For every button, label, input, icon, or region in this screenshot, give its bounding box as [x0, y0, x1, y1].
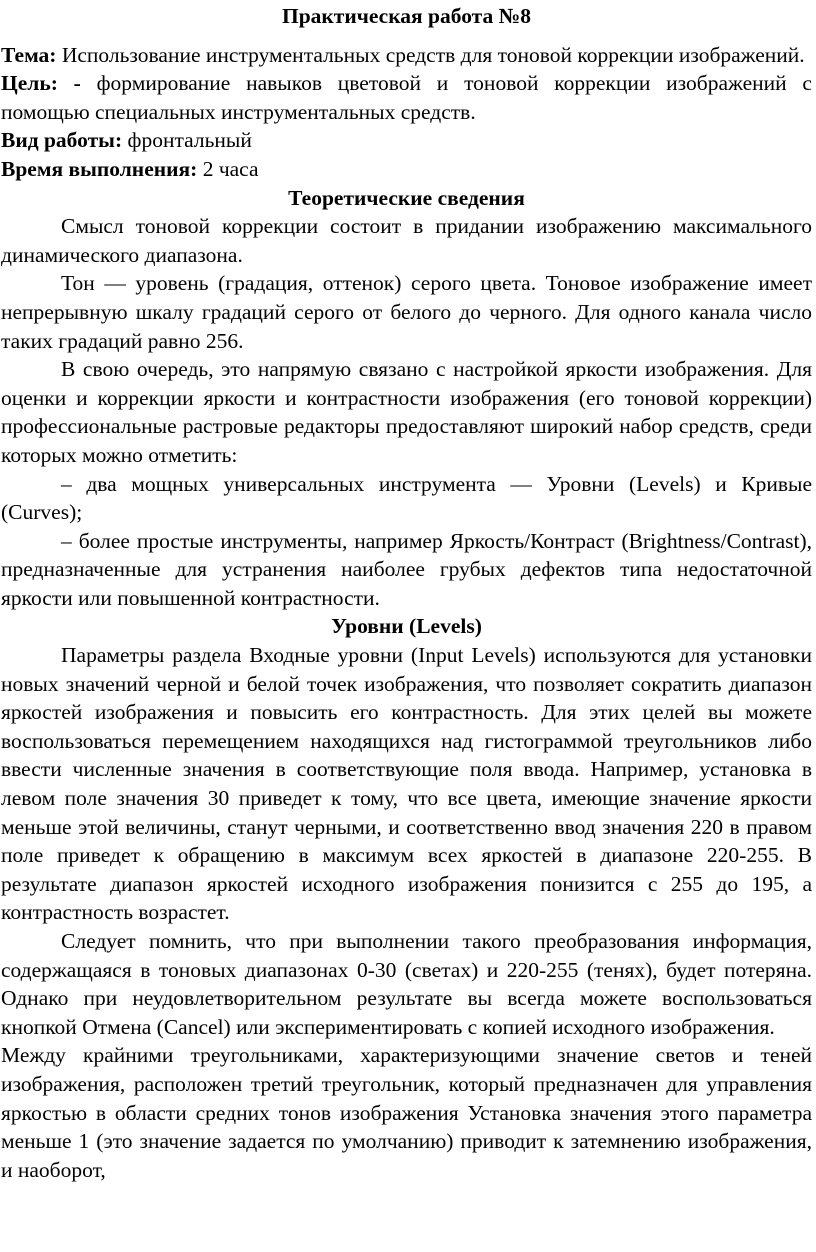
document-title: Практическая работа №8 [281, 4, 531, 28]
theory-paragraph: В свою очередь, это напрямую связано с настройкой яркости изображения. Для оценки и коррекции яркости и контрастности изображения (его тоновой коррекции) профессиональные растровые редакторы предоставляют широкий набор средств, среди которых можно отметить: [1, 357, 812, 467]
work-type-line [1, 126, 812, 155]
goal-line [1, 69, 812, 126]
list-item: – два мощных универсальных инструмента — Уровни (Levels) и Кривые (Curves); [1, 471, 812, 525]
goal-text: формирование навыков цветовой и тоновой коррекции изображений с помощью специальных инструментальных средств. [1, 71, 812, 124]
levels-heading: Уровни (Levels) [331, 614, 482, 639]
duration-line [1, 155, 812, 184]
topic-text: Использование инструментальных средств для тоновой коррекции изображений. [56, 42, 805, 67]
theory-heading: Теоретические сведения [288, 185, 525, 210]
work-type-text: фронтальный [122, 128, 252, 153]
goal-label: Цель: - [1, 71, 81, 96]
work-type-label: Вид работы: [1, 128, 123, 153]
levels-paragraph: Следует помнить, что при выполнении такого преобразования информация, содержащаяся в тоновых диапазонах 0-30 (светах) и 220-255 (тенях), будет потеряна. Однако при неудовлетворительном результате вы всегда можете воспользоваться кнопкой Отмена (Cancel) или экспериментировать с копией исходного изображения. [1, 929, 812, 1039]
topic-line [1, 41, 812, 70]
duration-text: 2 часа [197, 156, 259, 181]
levels-paragraph: Параметры раздела Входные уровни (Input Levels) используются для установки новых значений черной и белой точек изображения, что позволяет сократить диапазон яркостей изображения и повысить его контрастность. Для этих целей вы можете воспользоваться перемещением находящихся над гистограммой треугольников либо ввести численные значения в соответствующие поля ввода. Например, установка в левом поле значения 30 приведет к тому, что все цвета, имеющие значение яркости меньше этой величины, станут черными, и соответственно ввод значения 220 в правом поле приведет к обращению в максимум всех яркостей в диапазоне 220-255. В результате диапазон яркостей исходного изображения понизится с 255 до 195, а контрастность возрастет. [1, 643, 812, 925]
theory-paragraph: Тон — уровень (градация, оттенок) серого цвета. Тоновое изображение имеет непрерывную шкалу градаций серого от белого до черного. Для одного канала число таких градаций равно 256. [1, 271, 812, 353]
duration-label: Время выполнения: [1, 156, 198, 181]
theory-paragraph: Смысл тоновой коррекции состоит в придании изображению максимального динамического диапазона. [1, 214, 812, 267]
list-item: – более простые инструменты, например Яркость/Контраст (Brightness/Contrast), предназначенные для устранения наиболее грубых дефектов типа недостаточной яркости или повышенной контрастности. [1, 528, 812, 610]
topic-label: Тема: [1, 42, 57, 67]
levels-final-paragraph: Между крайними треугольниками, характеризующими значение светов и теней изображения, расположен третий треугольник, который предназначен для управления яркостью в области средних тонов изображения Установка значения этого параметра меньше 1 (это значение задается по умолчанию) приводит к затемнению изображения, и наоборот, [1, 1043, 812, 1182]
